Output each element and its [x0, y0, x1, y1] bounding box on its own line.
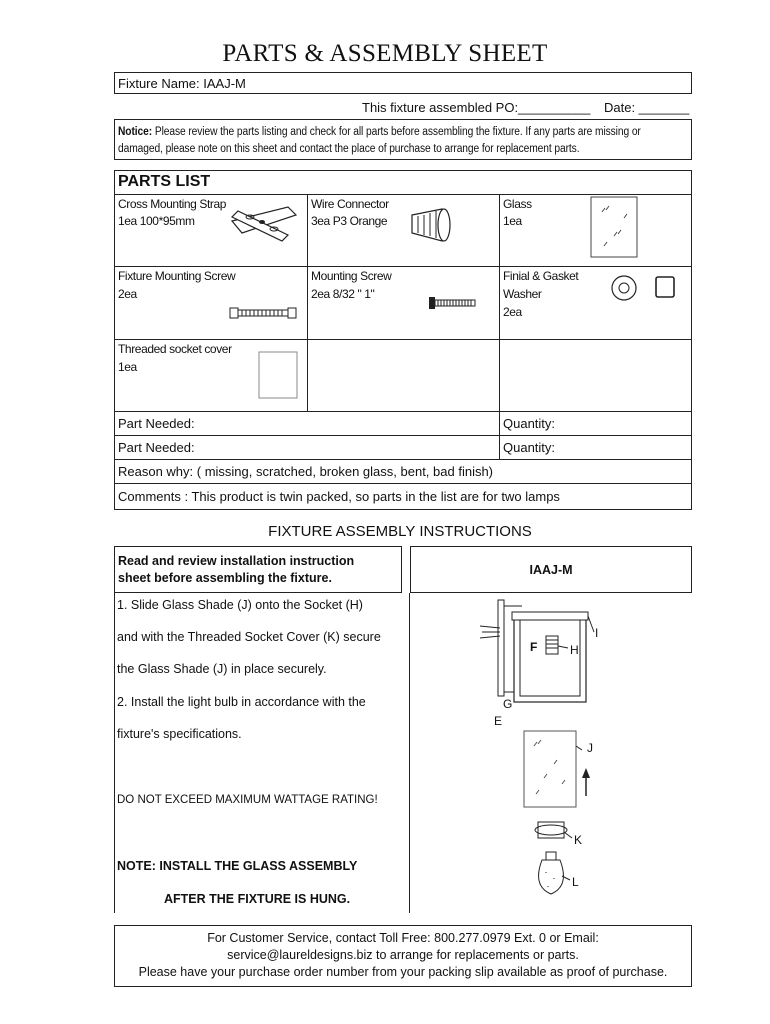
part-name: Threaded socket cover: [118, 342, 232, 356]
part-cell-cross-mounting-strap: [115, 195, 308, 267]
mounting-strap-icon: [228, 203, 298, 243]
part-qty: 3ea P3 Orange: [311, 214, 388, 228]
part-name: Cross Mounting Strap: [118, 197, 227, 211]
fixture-name-box: [114, 72, 692, 94]
socket-cover-icon: [258, 351, 300, 401]
part-qty: Washer: [503, 287, 542, 301]
note-line-2: AFTER THE FIXTURE IS HUNG.: [164, 892, 351, 906]
diagram-label-h: H: [570, 643, 579, 657]
part-name: Mounting Screw: [311, 269, 392, 283]
part-cell-fixture-mounting-screw: [115, 267, 308, 340]
notice-box: [114, 119, 692, 160]
assembly-heading: FIXTURE ASSEMBLY INSTRUCTIONS: [268, 523, 532, 540]
quantity-row-1[interactable]: [500, 412, 691, 436]
date-line: Date: _______: [604, 100, 690, 115]
diagram-label-g: G: [503, 697, 513, 711]
model-label: IAAJ-M: [529, 563, 573, 577]
footer-line-3: Please have your purchase order number from your packing slip available as proof of purchase.: [138, 965, 668, 979]
read-review-text: Read and review installation instruction sheet before assembling the fixture.: [118, 554, 355, 585]
part-qty: 2ea: [118, 287, 137, 301]
diagram-label-j: J: [587, 741, 593, 755]
screw-icon: [428, 296, 478, 310]
diagram-label-f: F: [530, 640, 538, 654]
part-qty-2: 2ea: [503, 305, 522, 319]
parts-list-table: [114, 170, 692, 510]
reason-text: Reason why: ( missing, scratched, broken glass, bent, bad finish): [118, 464, 494, 479]
fixture-name: Fixture Name: IAAJ-M: [118, 76, 246, 91]
wattage-warning: DO NOT EXCEED MAXIMUM WATTAGE RATING!: [117, 794, 378, 806]
part-cell-wire-connector: [308, 195, 500, 267]
model-box: [410, 546, 692, 593]
reason-row[interactable]: [115, 460, 691, 484]
comments-text: Comments : This product is twin packed, so parts in the list are for two lamps: [118, 489, 560, 504]
part-name: Glass: [503, 197, 532, 211]
diagram-label-l: L: [572, 875, 579, 889]
quantity-row-2[interactable]: [500, 436, 691, 460]
part-name: Wire Connector: [311, 197, 389, 211]
po-line: This fixture assembled PO:__________: [362, 100, 591, 115]
quantity-label: Quantity:: [503, 440, 556, 455]
assembly-diagram: [476, 596, 616, 896]
parts-list-heading: PARTS LIST: [118, 173, 211, 190]
mounting-screw-icon: [229, 305, 299, 321]
footer-line-2: service@laureldesigns.biz to arrange for replacements or parts.: [227, 948, 579, 962]
step-line: fixture's specifications.: [117, 727, 242, 741]
step-line: the Glass Shade (J) in place securely.: [117, 662, 327, 676]
part-qty: 1ea: [503, 214, 522, 228]
part-qty: 1ea 100*95mm: [118, 214, 195, 228]
page-title: PARTS & ASSEMBLY SHEET: [222, 40, 548, 67]
footer-line-1: For Customer Service, contact Toll Free: 800.277.0979 Ext. 0 or Email:: [207, 931, 599, 945]
empty-cell: [308, 340, 500, 412]
step-line: and with the Threaded Socket Cover (K) secure: [117, 630, 381, 644]
part-qty: 1ea: [118, 360, 137, 374]
part-needed-row-1[interactable]: [115, 412, 500, 436]
diagram-label-k: K: [574, 833, 583, 847]
part-needed-row-2[interactable]: [115, 436, 500, 460]
customer-service-box: [114, 925, 692, 987]
quantity-label: Quantity:: [503, 416, 556, 431]
diagram-label-e: E: [494, 714, 503, 728]
part-cell-glass: [500, 195, 691, 267]
part-cell-mounting-screw: [308, 267, 500, 340]
part-needed-label: Part Needed:: [118, 440, 195, 455]
comments-row: [115, 484, 691, 509]
part-needed-label: Part Needed:: [118, 416, 195, 431]
step-line: 2. Install the light bulb in accordance with the: [117, 695, 366, 709]
glass-panel-icon: [590, 196, 640, 260]
part-cell-finial-gasket: [500, 267, 691, 340]
note-line-1: NOTE: INSTALL THE GLASS ASSEMBLY: [117, 859, 358, 873]
notice-label: Notice:: [118, 126, 153, 138]
read-review-box: [114, 546, 402, 593]
part-name: Fixture Mounting Screw: [118, 269, 236, 283]
part-qty: 2ea 8/32 " 1": [311, 287, 375, 301]
empty-cell: [500, 340, 691, 412]
finial-gasket-icon: [610, 273, 680, 303]
part-name: Finial & Gasket: [503, 269, 579, 283]
step-line: 1. Slide Glass Shade (J) onto the Socket (H): [117, 598, 363, 612]
notice-text-block: [118, 124, 688, 158]
notice-text: Please review the parts listing and check for all parts before assembling the fixture. If any parts are missing or damaged, please note on this sheet and contact the place of purchase to arrange for replacement parts.: [118, 126, 641, 155]
wire-connector-icon: [408, 207, 458, 243]
diagram-label-i: I: [595, 626, 599, 640]
part-cell-socket-cover: [115, 340, 308, 412]
